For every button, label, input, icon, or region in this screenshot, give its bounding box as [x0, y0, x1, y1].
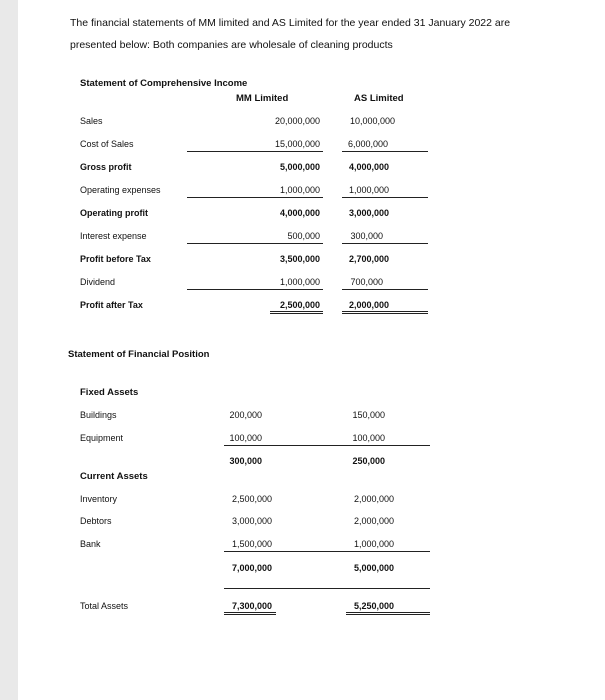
double-underline [270, 311, 323, 314]
current-assets-title: Current Assets [80, 471, 148, 482]
fixed-assets-total-as: 250,000 [352, 456, 385, 466]
current-assets-total-as: 5,000,000 [353, 563, 394, 573]
total-assets-mm: 7,300,000 [231, 601, 272, 611]
soci-row-mm: 1,000,000 [279, 277, 320, 287]
sofp-row-mm: 2,500,000 [231, 494, 272, 504]
soci-row-label: Gross profit [80, 162, 132, 172]
fixed-assets-total-mm: 300,000 [229, 456, 262, 466]
underline [224, 551, 430, 552]
sofp-row-mm: 100,000 [229, 433, 262, 443]
soci-title: Statement of Comprehensive Income [80, 78, 248, 89]
sofp-row-mm: 3,000,000 [231, 516, 272, 526]
soci-row-as: 3,000,000 [348, 208, 389, 218]
soci-row-as: 700,000 [350, 277, 383, 287]
underline [187, 243, 323, 244]
soci-row-label: Sales [80, 116, 103, 126]
double-underline [342, 311, 428, 314]
soci-row-as: 4,000,000 [348, 162, 389, 172]
soci-row-label: Cost of Sales [80, 139, 134, 149]
sofp-row-label: Debtors [80, 516, 112, 526]
sofp-row-label: Inventory [80, 494, 118, 504]
soci-row-mm: 20,000,000 [274, 116, 320, 126]
soci-col-mm: MM Limited [236, 93, 289, 104]
underline [342, 197, 428, 198]
soci-row-as: 2,000,000 [348, 300, 389, 310]
sofp-row-as: 150,000 [352, 410, 385, 420]
current-assets-total-mm: 7,000,000 [231, 563, 272, 573]
soci-row-mm: 1,000,000 [279, 185, 320, 195]
underline [342, 243, 428, 244]
soci-row-mm: 3,500,000 [279, 254, 320, 264]
sofp-row-mm: 1,500,000 [231, 539, 272, 549]
underline [187, 151, 323, 152]
soci-row-label: Operating profit [80, 208, 148, 218]
soci-row-label: Profit after Tax [80, 300, 143, 310]
left-margin-bar [0, 0, 18, 700]
soci-row-as: 300,000 [350, 231, 383, 241]
underline [342, 289, 428, 290]
sofp-row-as: 100,000 [352, 433, 385, 443]
sofp-row-label: Bank [80, 539, 101, 549]
underline [224, 588, 430, 589]
underline [342, 151, 428, 152]
double-underline [346, 612, 430, 615]
sofp-row-as: 2,000,000 [353, 494, 394, 504]
total-assets-label: Total Assets [80, 601, 129, 611]
soci-row-mm: 500,000 [287, 231, 320, 241]
soci-row-mm: 2,500,000 [279, 300, 320, 310]
sofp-title: Statement of Financial Position [68, 349, 210, 360]
underline [187, 197, 323, 198]
soci-row-as: 10,000,000 [349, 116, 395, 126]
total-assets-as: 5,250,000 [353, 601, 394, 611]
sofp-row-label: Equipment [80, 433, 124, 443]
sofp-row-label: Buildings [80, 410, 117, 420]
soci-row-label: Profit before Tax [80, 254, 151, 264]
soci-row-as: 2,700,000 [348, 254, 389, 264]
intro-line-2: presented below: Both companies are wholesale of cleaning products [70, 39, 393, 51]
sofp-row-mm: 200,000 [229, 410, 262, 420]
double-underline [224, 612, 276, 615]
soci-row-as: 6,000,000 [347, 139, 388, 149]
soci-row-as: 1,000,000 [348, 185, 389, 195]
fixed-assets-title: Fixed Assets [80, 387, 139, 398]
soci-col-as: AS Limited [354, 93, 404, 104]
intro-line-1: The financial statements of MM limited and AS Limited for the year ended 31 January 2022 are [70, 17, 511, 29]
underline [224, 445, 430, 446]
underline [187, 289, 323, 290]
soci-row-mm: 4,000,000 [279, 208, 320, 218]
sofp-row-as: 1,000,000 [353, 539, 394, 549]
soci-row-label: Operating expenses [80, 185, 161, 195]
soci-row-mm: 15,000,000 [274, 139, 320, 149]
soci-row-label: Dividend [80, 277, 116, 287]
soci-row-mm: 5,000,000 [279, 162, 320, 172]
sofp-row-as: 2,000,000 [353, 516, 394, 526]
soci-row-label: Interest expense [80, 231, 147, 241]
